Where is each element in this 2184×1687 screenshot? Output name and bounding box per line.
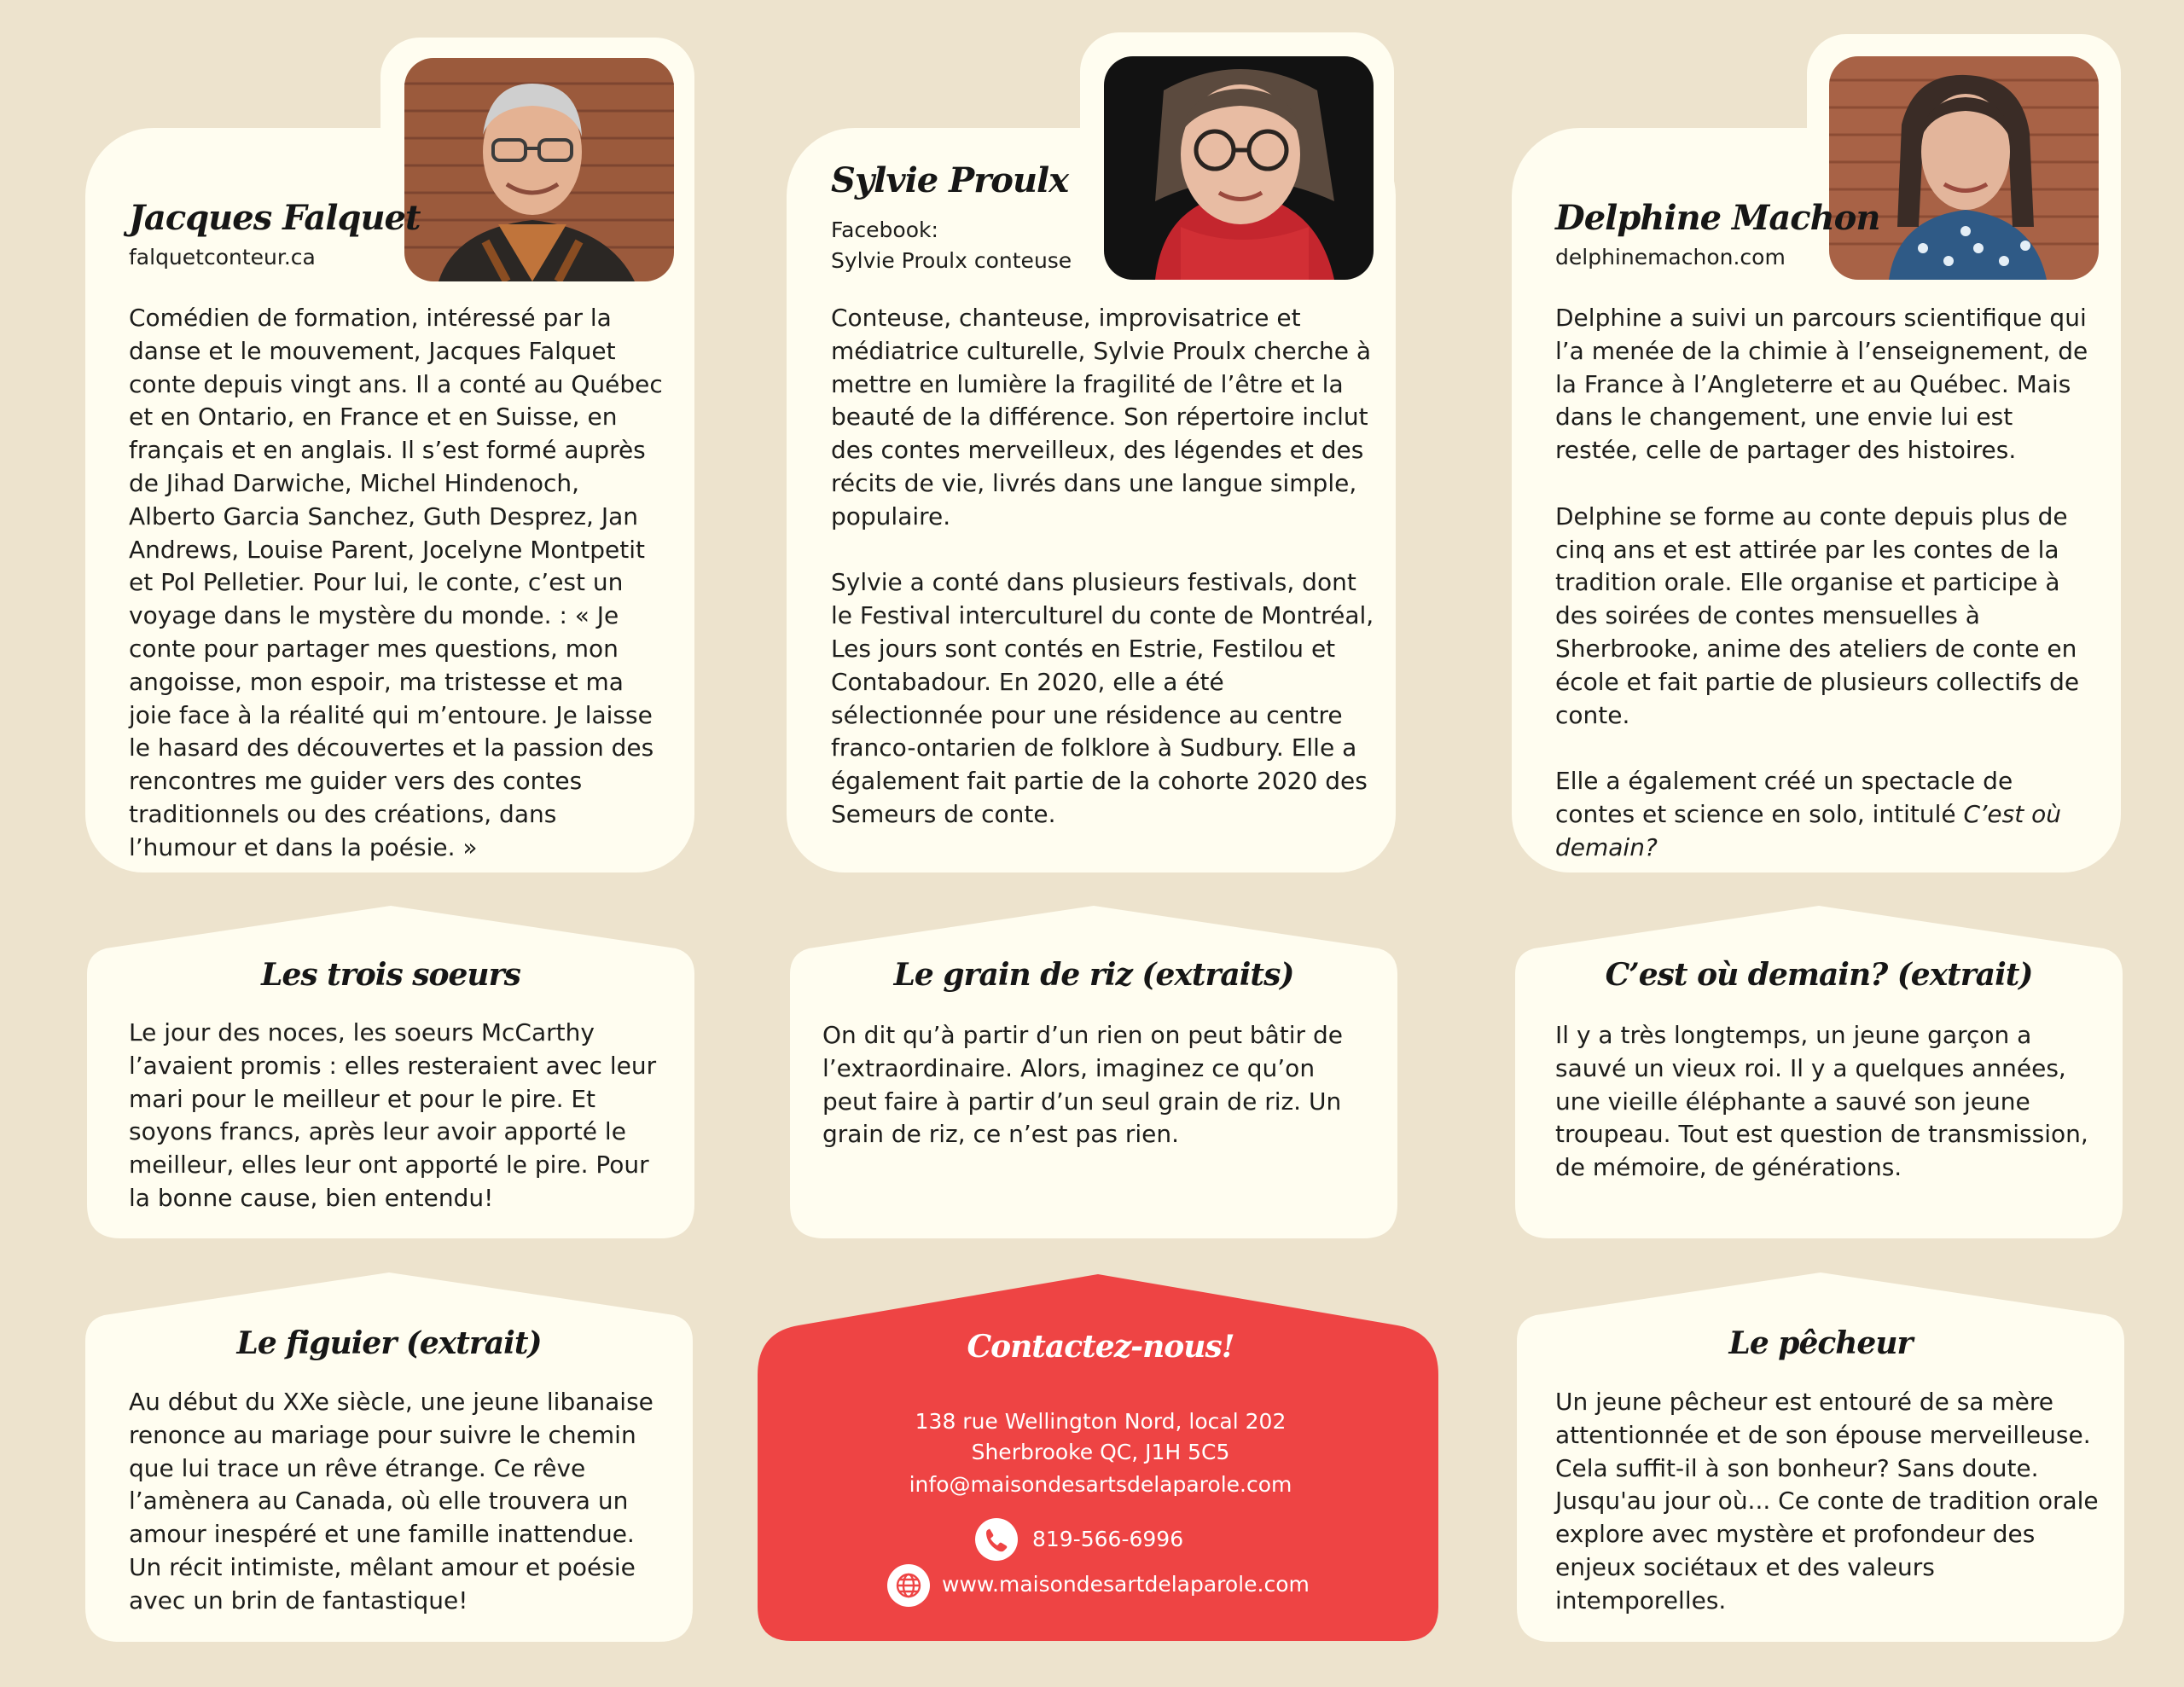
profile-link-label: Facebook: <box>831 217 938 242</box>
story-summary: Au début du XXe siècle, une jeune libanaise renonce au mariage pour suivre le chemin que lui trace un rêve étrange. Ce rêve l’amènera au Canada, où elle trouvera un amour inespéré et une famille inattendue. Un récit intimiste, mêlant amour et poésie avec un brin de fantastique! <box>129 1388 653 1615</box>
profile-bio <box>1555 302 2093 865</box>
show-title: C’est où demain? <box>1555 799 2061 861</box>
profile-name: Jacques Falquet <box>129 198 421 238</box>
profile-bio <box>831 302 1377 832</box>
story-title: Le pêcheur <box>1728 1325 1913 1361</box>
contact-phone-link[interactable]: 819-566-6996 <box>1032 1527 1184 1551</box>
profile-name: Delphine Machon <box>1555 198 1880 238</box>
contact-title: Contactez-nous! <box>967 1329 1234 1365</box>
phone-icon <box>975 1518 1018 1561</box>
contact-address-line: 138 rue Wellington Nord, local 202 <box>915 1409 1287 1434</box>
story-summary: Le jour des noces, les soeurs McCarthy l’avaient promis : elles resteraient avec leur mari pour le meilleur et pour le pire. Et soyons francs, après leur avoir apporté le meilleur, elles leur ont apporté le pire. Pour la bonne cause, bien entendu! <box>129 1018 657 1212</box>
globe-icon <box>887 1564 930 1607</box>
profile-facebook-link[interactable]: Sylvie Proulx conteuse <box>831 248 1072 273</box>
contact-website-link[interactable]: www.maisondesartdelaparole.com <box>942 1572 1310 1597</box>
profile-website-link[interactable]: falquetconteur.ca <box>129 245 316 270</box>
portrait-jacques <box>404 58 674 281</box>
portrait-sylvie <box>1104 56 1374 280</box>
bio-paragraph: Conteuse, chanteuse, improvisatrice et médiatrice culturelle, Sylvie Proulx cherche à mettre en lumière la fragilité de l’être et la beauté de la différence. Son répertoire inclut des contes merveilleux, des légendes et des récits de vie, livrés dans une langue simple, populaire. <box>831 304 1372 530</box>
contact-address-line: Sherbrooke QC, J1H 5C5 <box>971 1440 1230 1464</box>
portrait-delphine <box>1829 56 2099 280</box>
bio-paragraph <box>1555 765 2093 864</box>
bio-paragraph: Sylvie a conté dans plusieurs festivals, dont le Festival interculturel du conte de Montréal, Les jours sont contés en Estrie, Festilou et Contabadour. En 2020, elle a été sélectionnée pour une résidence au centre franco-ontarien de folklore à Sudbury. Elle a également fait partie de la cohorte 2020 des Semeurs de conte. <box>831 568 1374 828</box>
bio-text: Elle a également créé un spectacle de contes et science en solo, intitulé <box>1555 767 2013 828</box>
bio-paragraph: Delphine a suivi un parcours scientifique qui l’a menée de la chimie à l’enseignement, de la France à l’Angleterre et au Québec. Mais dans le changement, une envie lui est restée, celle de partager des histoires. <box>1555 304 2088 465</box>
profile-website-link[interactable]: delphinemachon.com <box>1555 245 1786 270</box>
profile-name: Sylvie Proulx <box>831 160 1069 200</box>
story-title: Le grain de riz (extraits) <box>893 957 1294 993</box>
story-summary: Un jeune pêcheur est entouré de sa mère attentionnée et de son épouse merveilleuse. Cela suffit-il à son bonheur? Sans doute. Jusqu'au jour où... Ce conte de tradition orale explore avec mystère et profondeur des enjeux sociétaux et des valeurs intemporelles. <box>1555 1388 2099 1615</box>
profile-bio <box>129 302 666 865</box>
story-title: Le figuier (extrait) <box>236 1325 542 1361</box>
contact-email-link[interactable]: info@maisondesartsdelaparole.com <box>909 1472 1292 1497</box>
story-title: C’est où demain? (extrait) <box>1605 957 2033 993</box>
story-summary: Il y a très longtemps, un jeune garçon a sauvé un vieux roi. Il y a quelques années, une vieille éléphante a sauvé son jeune troupeau. Tout est question de transmission, de mémoire, de générations. <box>1555 1021 2088 1182</box>
story-title: Les trois soeurs <box>261 957 520 993</box>
bio-paragraph: Comédien de formation, intéressé par la danse et le mouvement, Jacques Falquet conte depuis vingt ans. Il a conté au Québec et en Ontario, en France et en Suisse, en français et en anglais. Il s’est formé auprès de Jihad Darwiche, Michel Hindenoch, Alberto Garcia Sanchez, Guth Desprez, Jan Andrews, Louise Parent, Jocelyne Montpetit et Pol Pelletier. Pour lui, le conte, c’est un voyage dans le mystère du monde. : « Je conte pour partager mes questions, mon angoisse, mon espoir, ma tristesse et ma joie face à la réalité qui m’entoure. Je laisse le hasard des découvertes et la passion des rencontres me guider vers des contes traditionnels ou des créations, dans l’humour et dans la poésie. » <box>129 304 663 861</box>
bio-paragraph: Delphine se forme au conte depuis plus de cinq ans et est attirée par les contes de la tradition orale. Elle organise et participe à des soirées de contes mensuelles à Sherbrooke, anime des ateliers de conte en école et fait partie de plusieurs collectifs de conte. <box>1555 501 2080 729</box>
story-summary: On dit qu’à partir d’un rien on peut bâtir de l’extraordinaire. Alors, imaginez ce qu’on peut faire à partir d’un seul grain de riz. Un grain de riz, ce n’est pas rien. <box>822 1021 1343 1149</box>
